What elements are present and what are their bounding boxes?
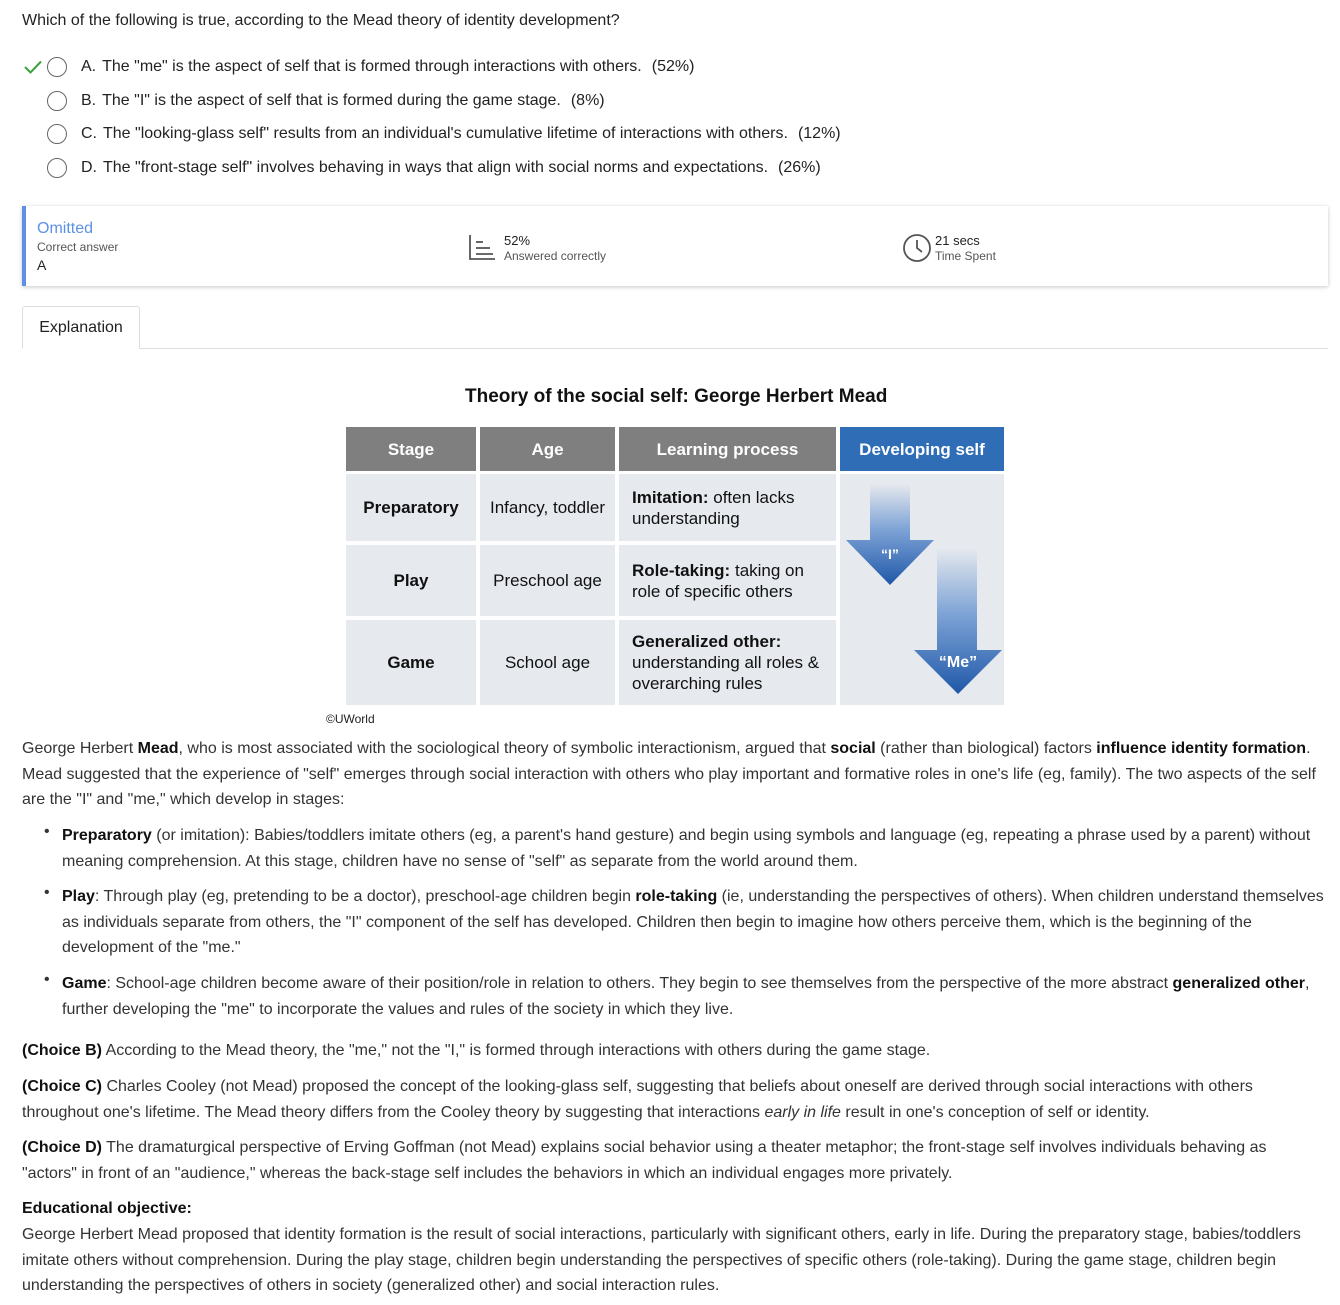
choice-text: The "front-stage self" involves behaving in ways that align with social norms and expectations.: [103, 159, 769, 176]
clock-icon: [902, 233, 932, 268]
developing-self-column: [840, 474, 1004, 705]
copyright: ©UWorld: [326, 712, 375, 726]
figure-title: Theory of the social self: George Herbert Mead: [465, 386, 888, 407]
correct-answer-label: Correct answer: [37, 240, 119, 254]
arrow-me-shape: [914, 548, 1002, 694]
bar-chart-icon: [468, 234, 496, 266]
percent-stat: [468, 233, 606, 266]
choice-percent: (8%): [570, 92, 605, 109]
choice-d-explanation: (Choice D) The dramaturgical perspective of Erving Goffman (not Mead) explains social behavior using a theater metaphor; the front-stage self involves individuals behaving as "actors" in front of an "audience," whereas the back-stage self includes the behaviors in which an individual engages more privately.: [22, 1139, 1267, 1182]
process-desc: often lacks understanding: [632, 487, 795, 528]
process-desc: understanding all roles & overarching rules: [632, 653, 820, 693]
choice-percent: (26%): [778, 159, 821, 176]
choice-text: The "me" is the aspect of self that is formed through interactions with others.: [102, 58, 642, 75]
choice-percent: (12%): [797, 125, 841, 142]
time-label: Time Spent: [935, 249, 996, 263]
stats-panel: [22, 206, 1328, 286]
bullet-dot: •: [44, 823, 50, 840]
bullet-preparatory: Preparatory (or imitation): Babies/toddlers imitate others (eg, a parent's hand gesture) and begin using symbols and language (eg, repeating a phrase used by a parent) without meaning comprehension. At this stage, children have no sense of "self" as separate from the world around them.: [62, 827, 1311, 870]
choice-text: The "looking-glass self" results from an individual's cumulative lifetime of interactions with others.: [103, 125, 788, 142]
percent-label: Answered correctly: [504, 249, 607, 263]
explanation-intro: George Herbert Mead, who is most associated with the sociological theory of symbolic interactionism, argued that social (rather than biological) factors influence identity formation. Mead suggested that the experience of "self" emerges through social interaction with others who play important and formative roles in one's life (eg, family). The two aspects of the self are the "I" and "me," which develop in stages:: [22, 740, 1316, 808]
bullet-dot: •: [44, 971, 50, 988]
objective-text: George Herbert Mead proposed that identity formation is the result of social interactions, particularly with significant others, early in life. During the preparatory stage, babies/toddlers imitate others without comprehension. During the play stage, children begin understanding the perspectives of specific others (role-taking). During the game stage, children begin understanding the perspectives of others in society (generalized other) and social interaction rules.: [22, 1226, 1301, 1294]
choice-b[interactable]: [22, 89, 605, 113]
radio-button[interactable]: [47, 91, 67, 111]
process-term: Generalized other:: [632, 632, 782, 651]
choice-c[interactable]: [22, 122, 841, 146]
percent-value: 52%: [504, 233, 531, 248]
age-play: Preschool age: [480, 545, 615, 616]
bullet-play: Play: Through play (eg, pretending to be a doctor), preschool-age children begin role-taking (ie, understanding the perspectives of others). When children understand themselves as individuals separate from others, the "I" component of the self has developed. Children then begin to imagine how others perceive them, which is the beginning of the development of the "me.": [62, 888, 1324, 956]
radio-button[interactable]: [47, 124, 67, 144]
bullet-dot: •: [44, 884, 50, 901]
process-role-taking: [619, 545, 836, 616]
status-omitted: Omitted: [37, 220, 94, 237]
correct-answer-value: A: [37, 257, 47, 273]
process-term: Role-taking:: [632, 560, 731, 580]
stage-game: Game: [346, 620, 476, 705]
process-term: Imitation:: [632, 487, 709, 507]
time-value: 21 secs: [935, 233, 980, 248]
age-preparatory: Infancy, toddler: [480, 474, 615, 541]
choice-letter: D.: [81, 159, 97, 176]
choice-letter: C.: [81, 125, 97, 142]
answer-status: [37, 220, 118, 273]
arrow-me-label: “Me”: [938, 654, 978, 671]
choice-c-explanation: (Choice C) Charles Cooley (not Mead) proposed the concept of the looking-glass self, suggesting that beliefs about oneself are derived through social interactions with others throughout one's lifetime. The Mead theory differs from the Cooley theory by suggesting that interactions early in life result in one's conception of self or identity.: [22, 1078, 1253, 1121]
process-desc: taking on role of specific others: [632, 560, 804, 601]
stage-play: Play: [346, 545, 476, 616]
process-generalized-other: [619, 620, 836, 705]
tab-divider: [22, 348, 1328, 349]
header-developing-self: Developing self: [840, 427, 1004, 471]
arrow-i-shape: [846, 484, 934, 585]
choice-a[interactable]: [22, 55, 694, 79]
choice-text: The "I" is the aspect of self that is formed during the game stage.: [102, 92, 561, 109]
header-age: Age: [480, 427, 615, 471]
choice-percent: (52%): [651, 58, 695, 75]
radio-button[interactable]: [47, 57, 67, 77]
tab-explanation[interactable]: Explanation: [22, 306, 140, 349]
header-learning-process: Learning process: [619, 427, 836, 471]
choice-d[interactable]: [22, 156, 821, 180]
time-stat: [902, 233, 996, 268]
radio-button[interactable]: [47, 158, 67, 178]
header-stage: Stage: [346, 427, 476, 471]
arrow-i-label: “I”: [881, 546, 899, 562]
choice-letter: A.: [81, 58, 97, 75]
stage-preparatory: Preparatory: [346, 474, 476, 541]
age-game: School age: [480, 620, 615, 705]
checkmark-icon: [22, 56, 44, 78]
process-imitation: [619, 474, 836, 541]
choice-letter: B.: [81, 92, 97, 109]
question-text: Which of the following is true, according to the Mead theory of identity development?: [22, 12, 620, 29]
objective-heading: Educational objective:: [22, 1200, 192, 1217]
bullet-game: Game: School-age children become aware of their position/role in relation to others. They begin to see themselves from the perspective of the more abstract generalized other, further developing the "me" to incorporate the values and rules of the society in which they live.: [62, 975, 1310, 1018]
choice-b-explanation: (Choice B) According to the Mead theory, the "me," not the "I," is formed through interactions with others during the game stage.: [22, 1042, 931, 1059]
